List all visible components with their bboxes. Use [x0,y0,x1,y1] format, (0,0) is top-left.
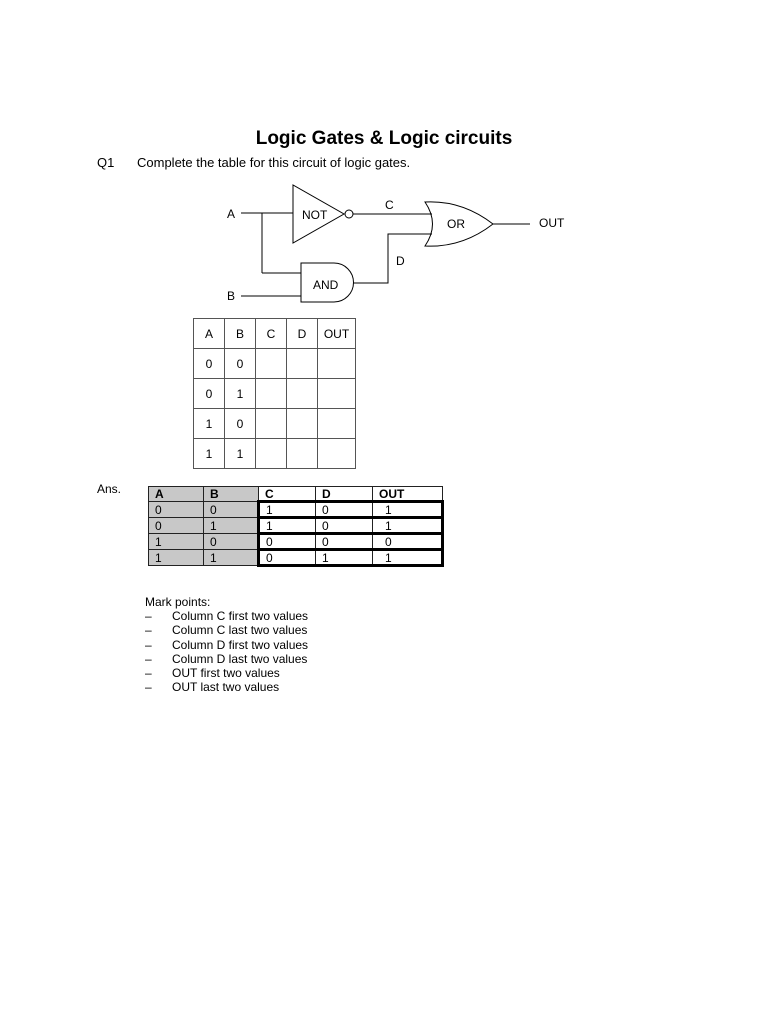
q-cell-b: 0 [225,409,256,439]
a-cell-d: 0 [316,534,373,550]
a-cell-a: 1 [149,534,204,550]
q-cell-b: 1 [225,439,256,469]
q-cell-c [256,409,287,439]
a-cell-b: 1 [204,518,259,534]
a-header-b: B [204,487,259,502]
list-item: – Column C first two values [145,609,308,623]
answer-table-header-row [149,487,443,502]
a-cell-c: 0 [259,534,316,550]
a-cell-a: 1 [149,550,204,566]
a-cell-b: 1 [204,550,259,566]
list-item: – Column D first two values [145,638,308,652]
a-cell-c: 0 [259,550,316,566]
label-or-gate: OR [447,217,465,231]
question-truth-table [193,318,356,469]
table-row [149,502,443,518]
label-wire-d: D [396,254,405,268]
a-header-out: OUT [373,487,443,502]
a-cell-c: 1 [259,502,316,518]
q-cell-b: 0 [225,349,256,379]
a-cell-out: 1 [373,502,443,518]
label-input-a: A [227,207,236,221]
q-cell-d [287,379,318,409]
a-cell-d: 1 [316,550,373,566]
a-cell-a: 0 [149,502,204,518]
mark-points [145,595,308,694]
q-cell-c [256,349,287,379]
label-input-b: B [227,289,236,303]
table-row [149,518,443,534]
q-cell-out [318,349,356,379]
question-table-header-row [194,319,356,349]
question-text: Complete the table for this circuit of logic gates. [137,155,411,170]
page-title: Logic Gates & Logic circuits [255,128,513,149]
a-header-a: A [149,487,204,502]
q-cell-c [256,379,287,409]
q-cell-d [287,409,318,439]
a-cell-b: 0 [204,534,259,550]
q-cell-a: 1 [194,409,225,439]
list-item: – OUT first two values [145,666,308,680]
a-cell-out: 1 [373,518,443,534]
table-row [149,534,443,550]
a-cell-d: 0 [316,518,373,534]
list-item: – Column C last two values [145,623,308,637]
q-cell-a: 0 [194,379,225,409]
table-row [194,379,356,409]
label-wire-c: C [385,198,394,212]
table-row [194,439,356,469]
q-cell-a: 0 [194,349,225,379]
q-cell-out [318,409,356,439]
label-not-gate: NOT [302,208,328,222]
list-item: – OUT last two values [145,680,308,694]
q-cell-out [318,379,356,409]
q-cell-b: 1 [225,379,256,409]
table-row [194,409,356,439]
question-number: Q1 [97,155,115,170]
answer-truth-table [148,486,444,567]
table-row [149,550,443,566]
q-header-c: C [256,319,287,349]
list-item: – Column D last two values [145,652,308,666]
mark-points-heading: Mark points: [145,595,211,609]
not-bubble [345,210,353,218]
a-cell-c: 1 [259,518,316,534]
logic-circuit-diagram [0,0,768,320]
q-header-b: B [225,319,256,349]
q-cell-c [256,439,287,469]
q-header-d: D [287,319,318,349]
a-header-d: D [316,487,373,502]
label-and-gate: AND [313,278,339,292]
q-cell-a: 1 [194,439,225,469]
table-row [194,349,356,379]
mark-points-list [145,609,308,694]
a-cell-out: 1 [373,550,443,566]
q-cell-out [318,439,356,469]
a-cell-b: 0 [204,502,259,518]
answer-label: Ans. [97,482,122,496]
label-output: OUT [539,216,565,230]
q-cell-d [287,439,318,469]
a-cell-out: 0 [373,534,443,550]
a-cell-a: 0 [149,518,204,534]
q-header-a: A [194,319,225,349]
q-cell-d [287,349,318,379]
q-header-out: OUT [318,319,356,349]
a-cell-d: 0 [316,502,373,518]
wire-d [353,234,432,283]
a-header-c: C [259,487,316,502]
